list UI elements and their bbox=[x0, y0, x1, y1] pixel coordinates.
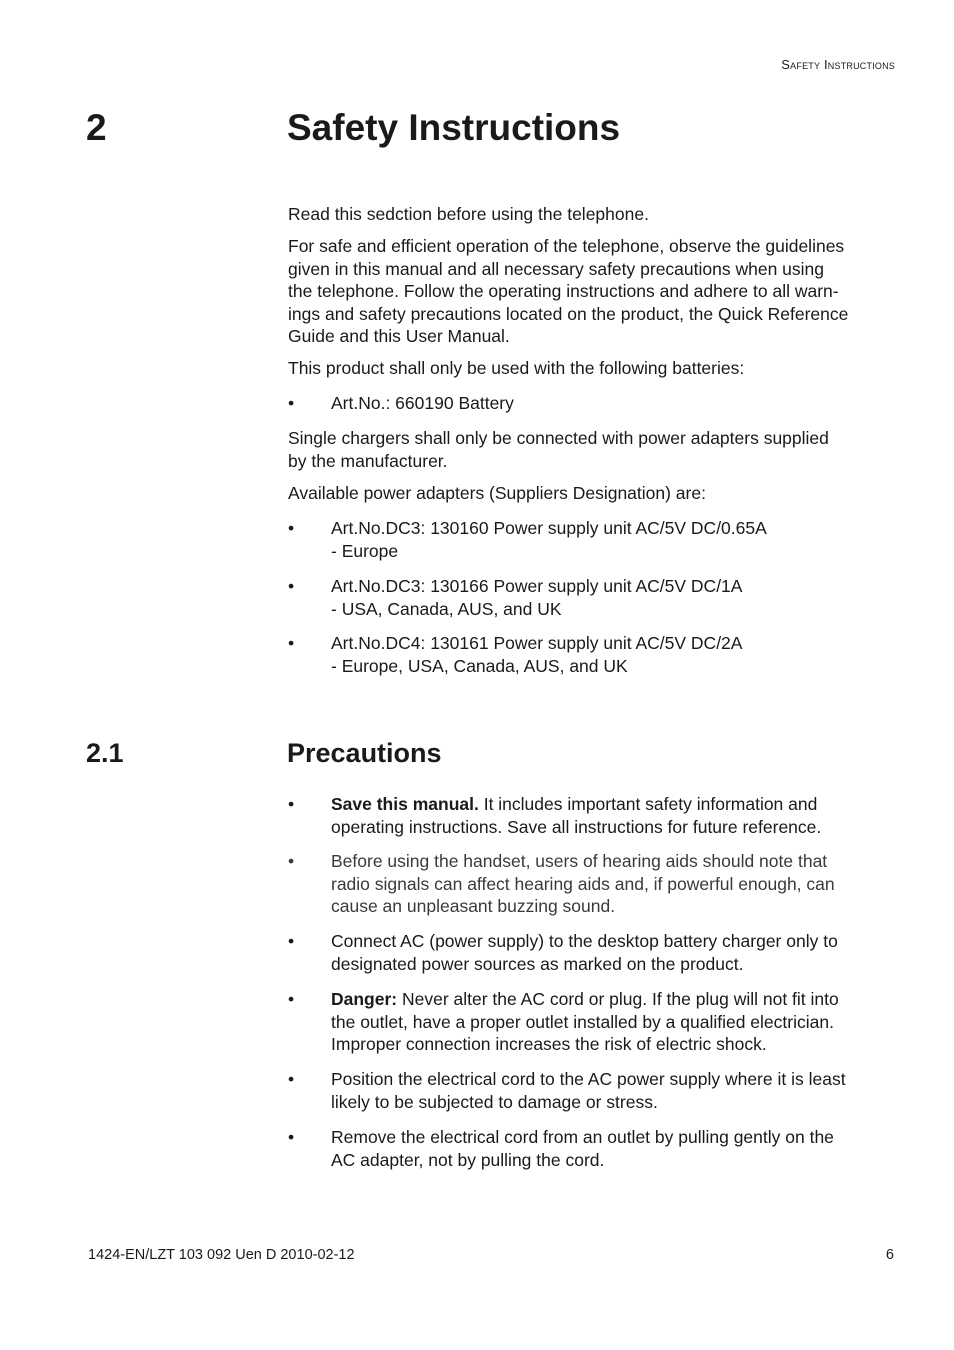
bullet: • bbox=[288, 989, 295, 1009]
precaution-line: radio signals can affect hearing aids and, if powerful enough, can bbox=[331, 873, 835, 894]
intro-p2-line: Guide and this User Manual. bbox=[288, 326, 510, 347]
precaution-text: Never alter the AC cord or plug. If the plug will not fit into bbox=[397, 989, 839, 1009]
section-title: Safety Instructions bbox=[287, 107, 621, 148]
battery-item-text: Art.No.: 660190 Battery bbox=[331, 393, 514, 413]
precaution-line: AC adapter, not by pulling the cord. bbox=[331, 1149, 605, 1170]
intro-p2-line: given in this manual and all necessary safety precautions when using bbox=[288, 258, 825, 279]
precaution-emphasis: Danger: bbox=[331, 989, 398, 1009]
bullet: • bbox=[288, 633, 295, 653]
precaution-line: likely to be subjected to damage or stress. bbox=[331, 1091, 658, 1112]
bullet: • bbox=[288, 1127, 295, 1147]
intro-p4-line: by the manufacturer. bbox=[288, 450, 448, 471]
precaution-line: Before using the handset, users of hearing aids should note that bbox=[331, 851, 828, 871]
intro-p4-line: Single chargers shall only be connected with power adapters supplied bbox=[288, 428, 829, 448]
precaution-line: Connect AC (power supply) to the desktop battery charger only to bbox=[331, 931, 838, 951]
footer-doc-id: 1424-EN/LZT 103 092 Uen D 2010-02-12 bbox=[88, 1247, 355, 1263]
intro-paragraph-3: This product shall only be used with the following batteries: bbox=[288, 358, 745, 378]
adapter-line: Art.No.DC3: 130160 Power supply unit AC/5V DC/0.65A bbox=[331, 518, 767, 538]
bullet: • bbox=[288, 518, 295, 538]
precaution-line: Position the electrical cord to the AC power supply where it is least bbox=[331, 1069, 846, 1089]
subsection-number: 2.1 bbox=[86, 738, 124, 768]
intro-paragraph-2 bbox=[288, 235, 898, 348]
intro-paragraph-5: Available power adapters (Suppliers Designation) are: bbox=[288, 483, 706, 503]
precaution-line: Improper connection increases the risk of electric shock. bbox=[331, 1034, 767, 1055]
bullet: • bbox=[288, 794, 295, 814]
intro-paragraph-4 bbox=[288, 427, 898, 472]
bullet: • bbox=[288, 393, 295, 413]
precaution-emphasis: Save this manual. bbox=[331, 794, 479, 814]
bullet: • bbox=[288, 851, 295, 871]
adapter-line: Art.No.DC4: 130161 Power supply unit AC/5V DC/2A bbox=[331, 633, 743, 653]
adapter-line: Art.No.DC3: 130166 Power supply unit AC/5V DC/1A bbox=[331, 576, 743, 596]
intro-p2-line: the telephone. Follow the operating instructions and adhere to all warn- bbox=[288, 281, 839, 302]
bullet: • bbox=[288, 576, 295, 596]
precaution-line bbox=[331, 793, 901, 816]
page-number: 6 bbox=[885, 1247, 894, 1263]
bullet: • bbox=[288, 931, 295, 951]
intro-paragraph-1: Read this sedction before using the telephone. bbox=[288, 204, 649, 224]
precaution-line bbox=[331, 988, 901, 1011]
precaution-line: the outlet, have a proper outlet installed by a qualified electrician. bbox=[331, 1011, 834, 1032]
adapter-line: - Europe, USA, Canada, AUS, and UK bbox=[331, 655, 628, 676]
running-header: Safety Instructions bbox=[781, 57, 895, 72]
bullet: • bbox=[288, 1069, 295, 1089]
precaution-line: designated power sources as marked on the product. bbox=[331, 953, 744, 974]
intro-p2-line: ings and safety precautions located on the product, the Quick Reference bbox=[288, 303, 849, 324]
precaution-line: operating instructions. Save all instructions for future reference. bbox=[331, 816, 822, 837]
subsection-title: Precautions bbox=[287, 738, 442, 768]
precaution-line: cause an unpleasant buzzing sound. bbox=[331, 896, 616, 917]
adapter-line: - USA, Canada, AUS, and UK bbox=[331, 598, 562, 619]
section-number: 2 bbox=[86, 107, 107, 148]
precaution-line: Remove the electrical cord from an outlet by pulling gently on the bbox=[331, 1127, 834, 1147]
intro-p2-line: For safe and efficient operation of the telephone, observe the guidelines bbox=[288, 236, 845, 256]
precaution-text: It includes important safety information and bbox=[478, 794, 818, 814]
adapter-line: - Europe bbox=[331, 540, 399, 561]
